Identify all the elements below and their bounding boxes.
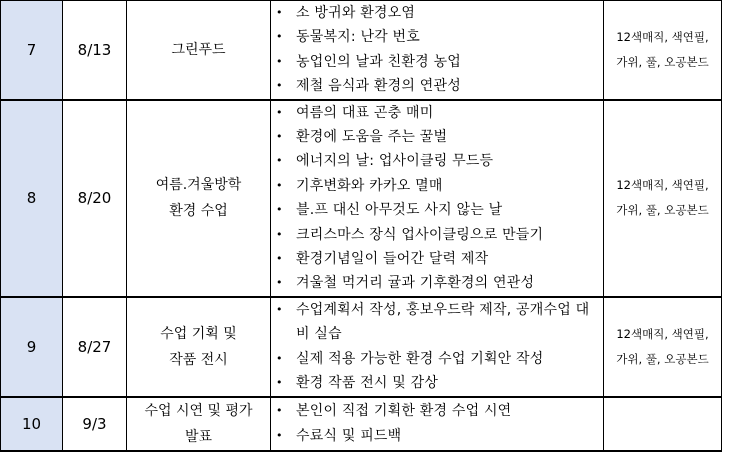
activity-text: 에너지의 날: 업사이클링 무드등 — [296, 153, 494, 170]
activities-cell — [271, 397, 604, 451]
material-line: 가위, 풀, 오공본드 — [616, 54, 709, 69]
activities-cell — [271, 100, 604, 297]
date-cell: 8/20 — [63, 100, 127, 297]
table-row — [1, 100, 722, 297]
table-row — [1, 297, 722, 397]
bullet-icon: • — [276, 376, 283, 390]
bullet-icon: • — [276, 302, 283, 316]
activities-cell — [271, 1, 604, 100]
activity-item — [276, 125, 603, 149]
theme-cell — [127, 100, 271, 297]
activity-text: 본인이 직접 기획한 환경 수업 시연 — [296, 403, 512, 420]
activity-text: 수업계획서 작성, 홍보우드락 제작, 공개수업 대비 실습 — [296, 301, 590, 343]
materials-cell — [604, 1, 722, 100]
schedule-body — [1, 1, 722, 451]
bullet-icon: • — [276, 79, 283, 93]
activity-item — [276, 74, 603, 98]
material-line: 가위, 풀, 오공본드 — [616, 351, 709, 366]
activity-text: 수료식 및 피드백 — [296, 427, 402, 444]
activity-item — [276, 50, 603, 74]
theme-line: 수업 기획 및 — [160, 325, 237, 342]
material-line: 가위, 풀, 오공본드 — [616, 203, 709, 218]
activity-text: 동물복지: 난각 번호 — [296, 29, 421, 46]
week-cell: 8 — [1, 100, 63, 297]
activity-list — [271, 1, 603, 99]
activity-item — [276, 25, 603, 49]
material-line: 12색매직, 색연필, — [616, 178, 709, 193]
activity-text: 농업인의 날과 친환경 농업 — [296, 53, 461, 70]
theme-cell — [127, 1, 271, 100]
week-cell: 7 — [1, 1, 63, 100]
activity-item — [276, 399, 603, 423]
theme-line: 수업 시연 및 평가 — [144, 402, 253, 419]
bullet-icon: • — [276, 105, 283, 119]
activity-text: 환경기념일이 들어간 달력 제작 — [296, 251, 489, 268]
bullet-icon: • — [276, 154, 283, 168]
activity-item — [276, 424, 603, 448]
materials-cell — [604, 100, 722, 297]
bullet-icon: • — [276, 178, 283, 192]
activity-list — [271, 298, 603, 396]
activity-item — [276, 149, 603, 173]
activity-item — [276, 198, 603, 222]
theme-cell — [127, 397, 271, 451]
bullet-icon: • — [276, 351, 283, 365]
week-cell: 10 — [1, 397, 63, 451]
activity-item — [276, 271, 603, 295]
material-line: 12색매직, 색연필, — [616, 326, 709, 341]
activity-list — [271, 399, 603, 448]
activity-text: 환경 작품 전시 및 감상 — [296, 375, 439, 392]
activity-text: 제철 음식과 환경의 연관성 — [296, 78, 461, 95]
date-cell: 8/13 — [63, 1, 127, 100]
activity-text: 크리스마스 장식 업사이클링으로 만들기 — [296, 226, 544, 243]
theme-line: 작품 전시 — [169, 351, 228, 368]
table-row — [1, 1, 722, 100]
material-line: 12색매직, 색연필, — [616, 29, 709, 44]
materials-cell — [604, 397, 722, 451]
activity-text: 블.프 대신 아무것도 사지 않는 날 — [296, 202, 503, 219]
activity-text: 환경에 도움을 주는 꿀벌 — [296, 129, 448, 146]
activity-item — [276, 247, 603, 271]
activity-text: 여름의 대표 곤충 매미 — [296, 104, 434, 121]
theme-line: 발표 — [184, 428, 213, 445]
activity-item — [276, 1, 603, 25]
date-cell: 8/27 — [63, 297, 127, 397]
activity-text: 겨울철 먹거리 귤과 기후환경의 연관성 — [296, 275, 535, 292]
bullet-icon: • — [276, 6, 283, 19]
bullet-icon: • — [276, 227, 283, 241]
bullet-icon: • — [276, 130, 283, 144]
date-cell: 9/3 — [63, 397, 127, 451]
activity-text: 실제 적용 가능한 환경 수업 기획안 작성 — [296, 350, 544, 367]
activity-text: 기후변화와 카카오 멸매 — [296, 177, 443, 194]
activity-item — [276, 174, 603, 198]
activity-list — [271, 101, 603, 296]
bullet-icon: • — [276, 276, 283, 290]
materials-cell — [604, 297, 722, 397]
theme-line: 그린푸드 — [171, 41, 226, 58]
activity-item — [276, 223, 603, 247]
bullet-icon: • — [276, 203, 283, 217]
bullet-icon: • — [276, 54, 283, 68]
week-cell: 9 — [1, 297, 63, 397]
theme-cell — [127, 297, 271, 397]
bullet-icon: • — [276, 252, 283, 266]
bullet-icon: • — [276, 428, 283, 442]
bullet-icon: • — [276, 30, 283, 44]
activity-item — [276, 101, 603, 125]
bullet-icon: • — [276, 404, 283, 418]
table-row — [1, 397, 722, 451]
activity-item — [276, 347, 603, 371]
activity-text: 소 방귀와 환경오염 — [296, 5, 416, 21]
activity-item — [276, 298, 603, 347]
activities-cell — [271, 297, 604, 397]
theme-line: 여름.겨울방학 — [155, 177, 242, 194]
activity-item — [276, 371, 603, 395]
theme-line: 환경 수업 — [169, 203, 228, 220]
